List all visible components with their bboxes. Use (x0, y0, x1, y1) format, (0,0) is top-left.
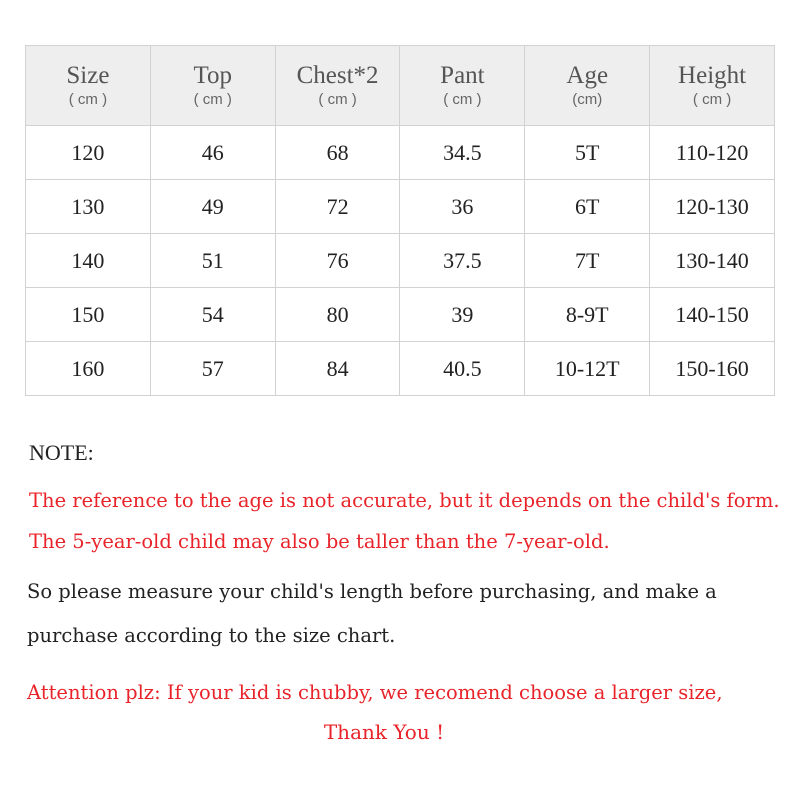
cell-chest: 80 (275, 288, 400, 342)
header-label: Top (193, 61, 232, 89)
header-top (150, 46, 275, 126)
cell-pant: 34.5 (400, 126, 525, 180)
cell-chest: 72 (275, 180, 400, 234)
table-row (26, 180, 775, 234)
table-row (26, 234, 775, 288)
cell-size: 150 (26, 288, 151, 342)
size-chart-table (25, 45, 775, 396)
cell-age: 10-12T (525, 342, 650, 396)
cell-size: 120 (26, 126, 151, 180)
cell-height: 120-130 (650, 180, 775, 234)
header-label: Pant (440, 61, 485, 89)
header-unit: ( cm ) (443, 90, 482, 108)
cell-height: 110-120 (650, 126, 775, 180)
header-label: Chest*2 (296, 61, 379, 89)
header-unit: ( cm ) (692, 90, 732, 108)
table-row (26, 126, 775, 180)
header-age (525, 46, 650, 126)
header-label: Height (678, 61, 747, 89)
cell-size: 140 (26, 234, 151, 288)
age-disclaimer-text: The reference to the age is not accurate, but it depends on the child's form. The 5-year-old child may also be taller than the 7-year-old. (29, 489, 780, 553)
cell-height: 150-160 (650, 342, 775, 396)
cell-size: 160 (26, 342, 151, 396)
cell-chest: 68 (275, 126, 400, 180)
header-unit: ( cm ) (193, 90, 232, 108)
cell-chest: 84 (275, 342, 400, 396)
cell-top: 46 (150, 126, 275, 180)
cell-top: 49 (150, 180, 275, 234)
note-title: NOTE: (29, 440, 94, 465)
header-row (26, 46, 775, 126)
cell-age: 8-9T (525, 288, 650, 342)
cell-age: 7T (525, 234, 650, 288)
size-chart-body (26, 126, 775, 396)
cell-top: 51 (150, 234, 275, 288)
header-pant (400, 46, 525, 126)
cell-pant: 40.5 (400, 342, 525, 396)
table-row (26, 342, 775, 396)
cell-chest: 76 (275, 234, 400, 288)
measure-instruction-text: So please measure your child's length before purchasing, and make a purchase according to the size chart. (27, 580, 717, 647)
table-row (26, 288, 775, 342)
cell-height: 140-150 (650, 288, 775, 342)
cell-top: 54 (150, 288, 275, 342)
header-label: Age (566, 61, 609, 89)
thank-you-text: Thank You ! (323, 720, 445, 744)
header-height (650, 46, 775, 126)
cell-pant: 37.5 (400, 234, 525, 288)
cell-height: 130-140 (650, 234, 775, 288)
header-unit: (cm) (572, 90, 603, 108)
header-unit: ( cm ) (68, 90, 108, 108)
cell-size: 130 (26, 180, 151, 234)
cell-age: 6T (525, 180, 650, 234)
header-chest (275, 46, 400, 126)
header-size (26, 46, 151, 126)
cell-pant: 36 (400, 180, 525, 234)
cell-pant: 39 (400, 288, 525, 342)
header-unit: ( cm ) (318, 90, 357, 108)
cell-age: 5T (525, 126, 650, 180)
attention-text: Attention plz: If your kid is chubby, we recomend choose a larger size, (27, 681, 723, 704)
header-label: Size (66, 61, 110, 89)
size-chart-header (26, 46, 775, 126)
cell-top: 57 (150, 342, 275, 396)
